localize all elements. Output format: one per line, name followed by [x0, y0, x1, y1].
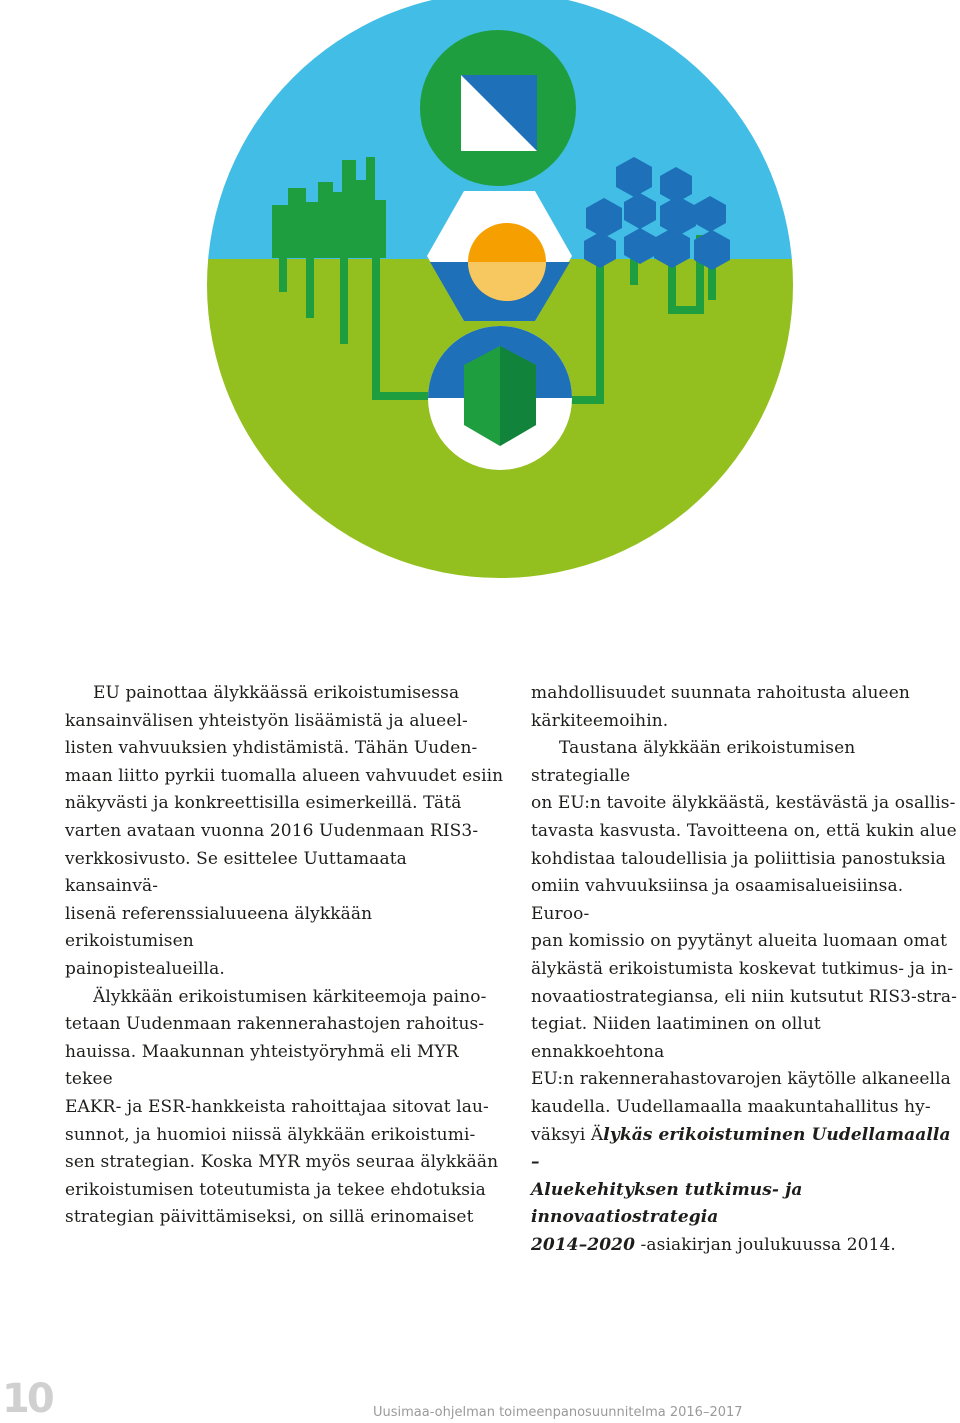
- paragraph: Älykkään erikoistumisen kärkiteemoja paino- tetaan Uudenmaan rakennerahastojen rahoitus- hauissa. Maakunnan yhteistyöryhmä eli MYR tekee EAKR- ja ESR-hankkeista rahoittajaa sitovat lau- sunnot, ja huomioi niissä älykkään erikoistumi- sen strategian. Koska MYR myös seuraa älykkään erikoistumisen toteutumista ja tekee ehdotuksia strategian päivittämiseksi, on sillä erinomaiset: [65, 986, 499, 1228]
- circular-regional-emblem: [0, 0, 960, 640]
- left-text-column: [65, 680, 505, 1232]
- footer-publication-title: Uusimaa-ohjelman toimeenpanosuunnitelma 2016–2017: [373, 1405, 743, 1420]
- document-title-italic: 2014–2020: [531, 1234, 636, 1255]
- paragraph: Taustana älykkään erikoistumisen strategialle on EU:n tavoite älykkäästä, kestävästä ja osallis- tavasta kasvusta. Tavoitteena on, että kukin alue kohdistaa taloudellisia ja poliittisia panostuksia omiin vahvuuksiinsa ja osaamisalueisiinsa. Euroo- pan komissio on pyytänyt alueita luomaan omat älykästä erikoistumista koskevat tutkimus- ja in- novaatiostrategiansa, eli niin kutsutut RIS3-stra- tegiat. Niiden laatiminen on ollut ennakkoehtona EU:n rakennerahastovarojen käytölle alkaneella kaudella. Uudellamaalla maakuntahallitus hy- väksyi Älykäs erikoistuminen Uudellamaalla – Aluekehityksen tutkimus- ja innovaatiostrategia 2014–2020 -asiakirjan joulukuussa 2014.: [531, 738, 957, 1255]
- document-title-italic: Aluekehityksen tutkimus- ja innovaatiostrategia: [531, 1179, 803, 1228]
- right-text-column: [531, 680, 959, 1259]
- paragraph: mahdollisuudet suunnata rahoitusta alueen kärkiteemoihin.: [531, 683, 910, 731]
- paragraph: EU painottaa älykkäässä erikoistumisessa kansainvälisen yhteistyön lisäämistä ja alueel- listen vahvuuksien yhdistämistä. Tähän Uuden- maan liitto pyrkii tuomalla alueen vahvuudet esiin näkyvästi ja konkreettisilla esimerkeillä. Tätä varten avataan vuonna 2016 Uudenmaan RIS3- verkkosivusto. Se esittelee Uuttamaata kansainvä- lisenä referenssialuueena älykkään erikoistumisen painopistealueilla.: [65, 683, 504, 979]
- page-number: 10: [2, 1376, 52, 1422]
- document-title-italic: lykäs erikoistuminen Uudellamaalla –: [531, 1124, 951, 1173]
